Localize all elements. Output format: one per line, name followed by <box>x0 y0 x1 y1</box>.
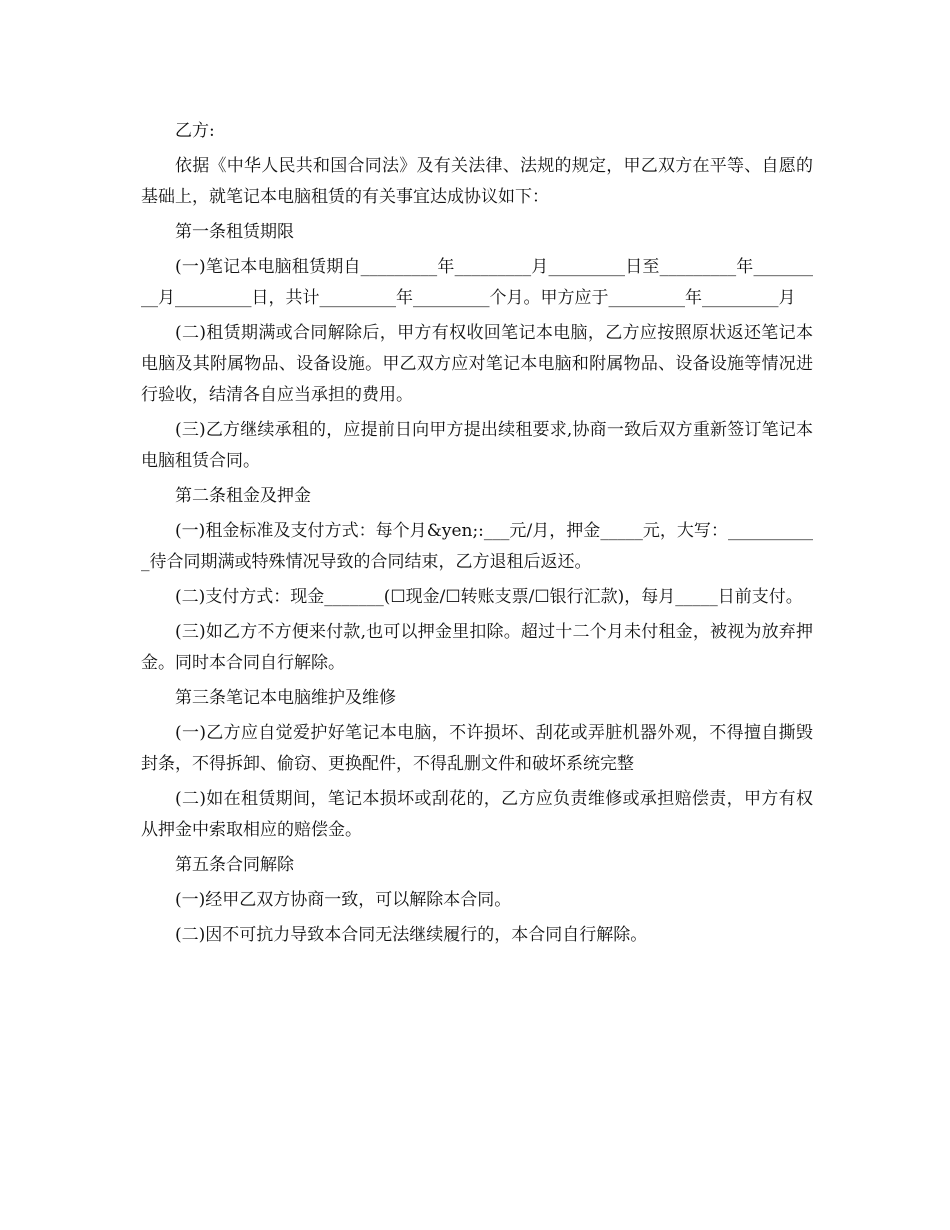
preamble-paragraph: 依据《中华人民共和国合同法》及有关法律、法规的规定，甲乙双方在平等、自愿的基础上，就笔记本电脑租赁的有关事宜达成协议如下： <box>141 156 813 207</box>
article-5-clause-1: (一)经甲乙双方协商一致，可以解除本合同。 <box>175 890 512 910</box>
article-5-heading: 第五条合同解除 <box>175 855 294 875</box>
article-3-clause-1: (一)乙方应自觉爱护好笔记本电脑，不许损坏、刮花或弄脏机器外观，不得擅自撕毁封条，不得拆卸、偷窃、更换配件，不得乱删文件和破坏系统完整 <box>141 723 813 774</box>
article-2-heading: 第二条租金及押金 <box>175 486 311 506</box>
contract-body <box>141 116 813 955</box>
party-b-label: 乙方: <box>175 121 215 141</box>
article-5-clause-2: (二)因不可抗力导致本合同无法继续履行的，本合同自行解除。 <box>175 925 648 945</box>
article-3-clause-2: (二)如在租赁期间，笔记本损坏或刮花的，乙方应负责维修或承担赔偿责，甲方有权从押金中索取相应的赔偿金。 <box>141 789 813 840</box>
article-1-heading: 第一条租赁期限 <box>175 222 294 242</box>
article-1-clause-2: (二)租赁期满或合同解除后，甲方有权收回笔记本电脑，乙方应按照原状返还笔记本电脑及其附属物品、设备设施。甲乙双方应对笔记本电脑和附属物品、设备设施等情况进行验收，结清各自应当承担的费用。 <box>141 323 813 405</box>
article-1-clause-1: (一)笔记本电脑租赁期自_________年_________月_________日至_________年_________月_________日，共计_________年_________个月。甲方应于_________年_________月 <box>141 257 813 308</box>
article-2-clause-2: (二)支付方式：现金_______(☐现金/☐转账支票/☐银行汇款)，每月_____日前支付。 <box>175 587 803 607</box>
article-2-clause-1: (一)租金标准及支付方式：每个月&yen;:___元/月，押金_____元，大写：___________待合同期满或特殊情况导致的合同结束，乙方退租后返还。 <box>141 521 813 572</box>
article-1-clause-3: (三)乙方继续承租的，应提前日向甲方提出续租要求,协商一致后双方重新签订笔记本电脑租赁合同。 <box>141 420 813 471</box>
article-3-heading: 第三条笔记本电脑维护及维修 <box>175 688 396 708</box>
article-2-clause-3: (三)如乙方不方便来付款,也可以押金里扣除。超过十二个月未付租金，被视为放弃押金。同时本合同自行解除。 <box>141 622 813 673</box>
